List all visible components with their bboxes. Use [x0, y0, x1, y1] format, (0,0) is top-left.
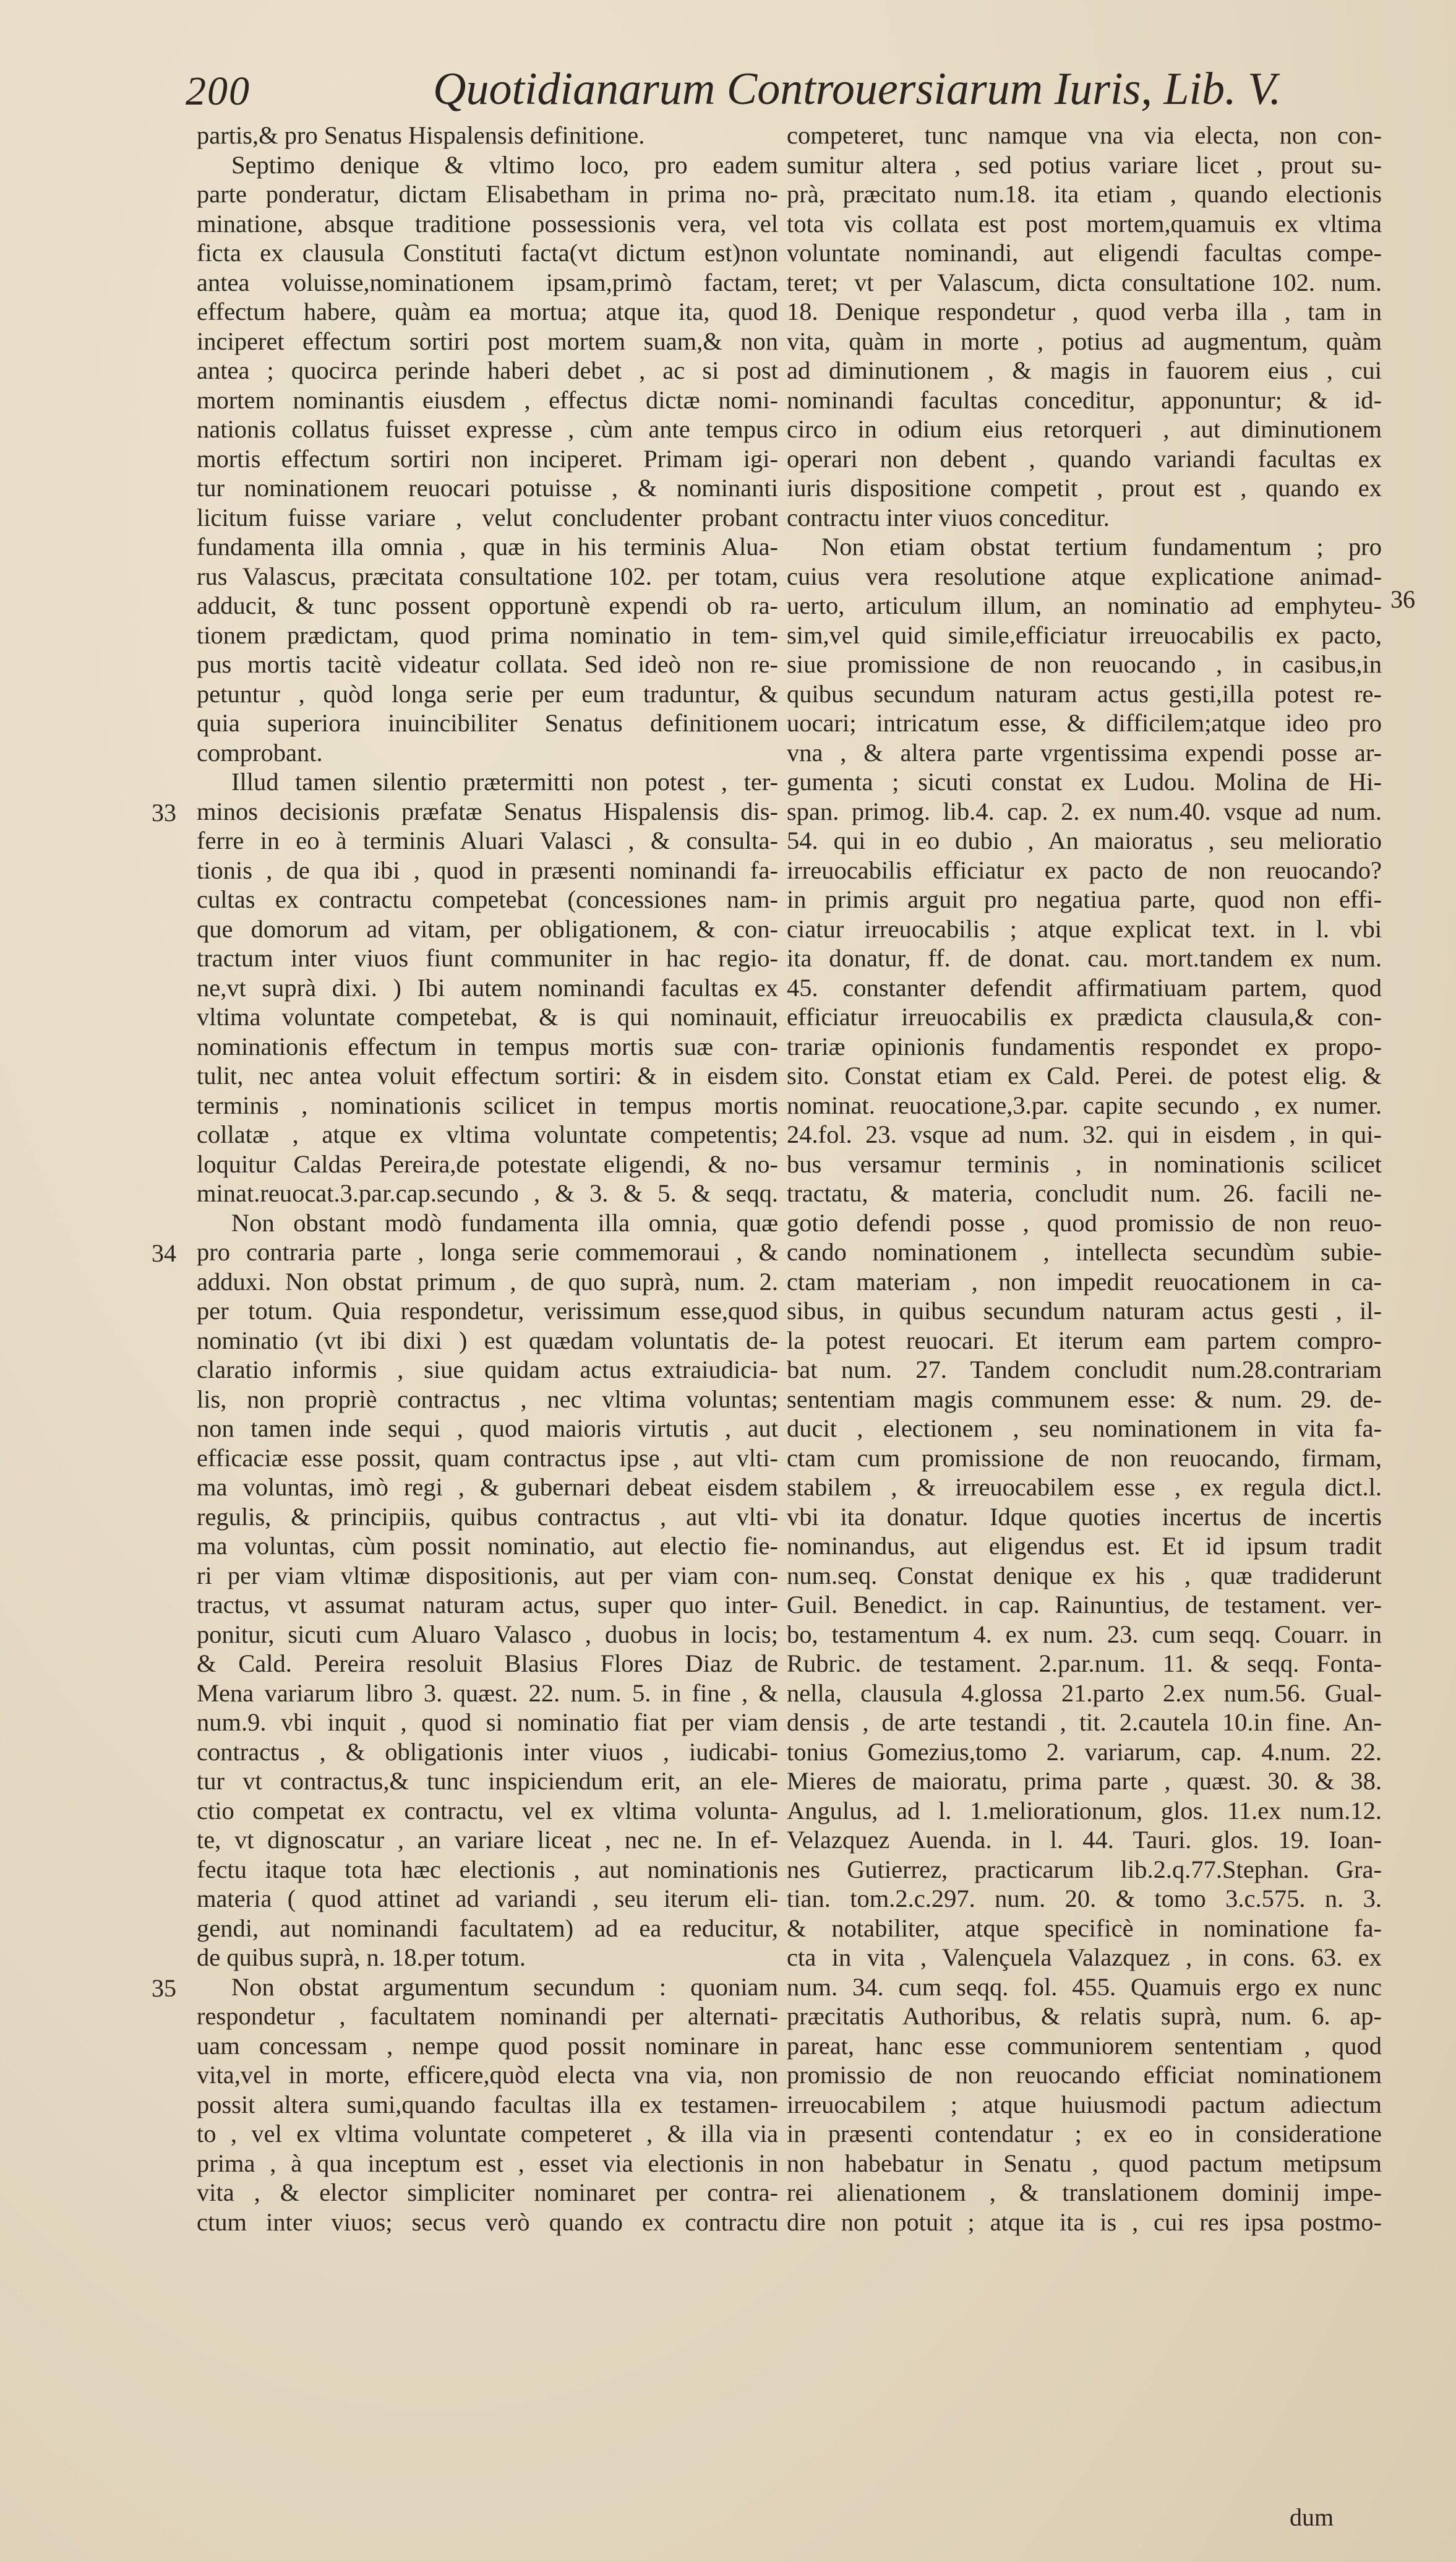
text-line: materia ( quod attinet ad variandi , seu iterum eli-	[197, 1885, 778, 1912]
text-line: tractum inter viuos fiunt communiter in hac regio-	[197, 944, 778, 972]
text-line: effectum habere, quàm ea mortua; atque ita, quod	[197, 298, 778, 325]
text-line: nella, clausula 4.glossa 21.parto 2.ex num.56. Gual-	[787, 1679, 1382, 1707]
text-line: quibus secundum naturam actus gesti,illa potest re-	[787, 679, 1382, 708]
text-line: adduxi. Non obstat primum , de quo suprà, num. 2.	[197, 1267, 778, 1296]
text-line: minos decisionis præfatæ Senatus Hispalensis dis-	[197, 797, 778, 825]
text-line: tionem prædictam, quod prima nominatio in tem-	[197, 621, 778, 649]
text-line: contractus , & obligationis inter viuos , iudicabi-	[197, 1737, 778, 1766]
text-line: dire non potuit ; atque ita is , cui res ipsa postmo-	[787, 2207, 1382, 2236]
text-line: vita, quàm in morte , potius ad augmentum, quàm	[787, 327, 1382, 355]
text-line: gumenta ; sicuti constat ex Ludou. Molina de Hi-	[787, 768, 1382, 796]
text-line: bo, testamentum 4. ex num. 23. cum seqq. Couarr. in	[787, 1620, 1382, 1648]
text-line: Non obstat argumentum secundum : quoniam	[231, 1972, 778, 2001]
text-line: de quibus suprà, n. 18.per totum.	[197, 1943, 526, 1971]
text-line: vita,vel in morte, efficere,quòd electa vna via, non	[197, 2061, 778, 2089]
text-line: Angulus, ad l. 1.meliorationum, glos. 11.ex num.12.	[787, 1796, 1382, 1825]
text-line: antea voluisse,nominationem ipsam,primò factam,	[197, 268, 778, 296]
text-line: nominat. reuocatione,3.par. capite secundo , ex numer.	[787, 1091, 1382, 1119]
text-line: adducit, & tunc possent opportunè expendi ob ra-	[197, 591, 778, 619]
text-line: tur nominationem reuocari potuisse , & nominanti	[197, 474, 778, 502]
text-line: ne,vt suprà dixi. ) Ibi autem nominandi facultas ex	[197, 973, 778, 1002]
text-line: tota vis collata est post mortem,quamuis ex vltima	[787, 209, 1382, 238]
text-line: regulis, & principiis, quibus contractus , aut vlti-	[197, 1502, 778, 1531]
text-line: iuris dispositione competit , prout est , quando ex	[787, 474, 1382, 502]
text-line: ad diminutionem , & magis in fauorem eius , cui	[787, 356, 1382, 384]
text-line: tian. tom.2.c.297. num. 20. & tomo 3.c.575. n. 3.	[787, 1885, 1382, 1912]
text-line: nominandus, aut eligendus est. Et id ipsum tradit	[787, 1532, 1382, 1560]
text-line: collatæ , atque ex vltima voluntate competentis;	[197, 1120, 778, 1148]
text-line: ficta ex clausula Constituti facta(vt dictum est)non	[197, 239, 778, 267]
text-line: tulit, nec antea voluit effectum sortiri: & in eisdem	[197, 1062, 778, 1090]
text-line: nominandi facultas conceditur, apponuntur; & id-	[787, 385, 1382, 414]
text-line: ctam materiam , non impedit reuocationem in ca-	[787, 1267, 1382, 1296]
text-line: petuntur , quòd longa serie per eum traduntur, &	[197, 679, 778, 708]
text-line: comprobant.	[197, 738, 323, 767]
margin-number-36: 36	[1390, 585, 1415, 613]
text-line: non habebatur in Senatu , quod pactum metipsum	[787, 2149, 1382, 2177]
text-line: rei alienationem , & translationem dominij impe-	[787, 2178, 1382, 2206]
text-line: la potest reuocari. Et iterum eam partem compro-	[787, 1326, 1382, 1354]
text-line: terminis , nominationis scilicet in tempus mortis	[197, 1091, 778, 1119]
left-column	[197, 121, 778, 2490]
text-line: possit altera sumi,quando facultas illa ex testamen-	[197, 2090, 778, 2118]
text-line: antea ; quocirca perinde haberi debet , ac si post	[197, 356, 778, 384]
text-line: vltima voluntate competebat, & is qui nominauit,	[197, 1003, 778, 1031]
text-line: ducit , electionem , seu nominationem in vita fa-	[787, 1414, 1382, 1442]
text-line: respondetur , facultatem nominandi per alternati-	[197, 2002, 778, 2030]
text-line: lis, non propriè contractus , nec vltima voluntas;	[197, 1385, 778, 1413]
text-line: ita donatur, ff. de donat. cau. mort.tandem ex num.	[787, 944, 1382, 972]
text-line: uam concessam , nempe quod possit nominare in	[197, 2031, 778, 2060]
text-line: span. primog. lib.4. cap. 2. ex num.40. vsque ad num.	[787, 797, 1382, 825]
text-line: ctum inter viuos; secus verò quando ex contractu	[197, 2207, 778, 2236]
page-header	[186, 64, 1282, 124]
text-line: densis , de arte testandi , tit. 2.cautela 10.in fine. An-	[787, 1708, 1382, 1736]
text-line: claratio informis , siue quidam actus extraiudicia-	[197, 1356, 778, 1383]
text-line: vna , & altera parte vrgentissima expendi posse ar-	[787, 738, 1382, 767]
text-line: Mena variarum libro 3. quæst. 22. num. 5. in fine , &	[197, 1679, 778, 1707]
text-line: in præsenti contendatur ; ex eo in consideratione	[787, 2120, 1382, 2147]
text-line: to , vel ex vltima voluntate competeret , & illa via	[197, 2120, 778, 2147]
text-line: pro contraria parte , longa serie commemoraui , &	[197, 1238, 778, 1266]
text-line: quia superiora inuincibiliter Senatus definitionem	[197, 709, 778, 737]
text-line: competeret, tunc namque vna via electa, non con-	[787, 121, 1382, 149]
text-line: Illud tamen silentio prætermitti non potest , ter-	[231, 768, 778, 796]
text-line: operari non debent , quando variandi facultas ex	[787, 444, 1382, 473]
text-line: trariæ opinionis fundamentis respondet ex propo-	[787, 1032, 1382, 1060]
text-line: efficaciæ esse possit, quam contractus ipse , aut vlti-	[197, 1443, 778, 1472]
text-line: num.9. vbi inquit , quod si nominatio fiat per viam	[197, 1708, 778, 1736]
running-title: Quotidianarum Controuersiarum Iuris, Lib. V.	[433, 64, 1282, 114]
text-line: prima , à qua inceptum est , esset via electionis in	[197, 2149, 778, 2177]
text-line: parte ponderatur, dictam Elisabetham in prima no-	[197, 180, 778, 208]
text-line: cuius vera resolutione atque explicatione animad-	[787, 562, 1382, 590]
text-line: sibus, in quibus secundum naturam actus gesti , il-	[787, 1297, 1382, 1325]
text-line: ctio competat ex contractu, vel ex vltima volunta-	[197, 1796, 778, 1825]
text-line: Mieres de maioratu, prima parte , quæst. 30. & 38.	[787, 1767, 1382, 1795]
text-line: fundamenta illa omnia , quæ in his terminis Alua-	[197, 533, 778, 561]
text-line: ferre in eo à terminis Aluari Valasci , & consulta-	[197, 827, 778, 854]
text-line: efficiatur irreuocabilis ex prædicta clausula,& con-	[787, 1003, 1382, 1031]
text-line: gotio defendi posse , quod promissio de non reuo-	[787, 1208, 1382, 1237]
text-line: & notabiliter, atque specificè in nominatione fa-	[787, 1914, 1382, 1942]
text-line: prà, præcitato num.18. ita etiam , quando electionis	[787, 180, 1382, 208]
text-line: nominationis effectum in tempus mortis suæ con-	[197, 1032, 778, 1060]
text-line: tractatu, & materia, concludit num. 26. facili ne-	[787, 1179, 1382, 1207]
text-line: nes Gutierrez, practicarum lib.2.q.77.Stephan. Gra-	[787, 1855, 1382, 1883]
text-line: non tamen inde sequi , quod maioris virtutis , aut	[197, 1414, 778, 1442]
text-line: nationis collatus fuisset expresse , cùm ante tempus	[197, 415, 778, 443]
text-line: voluntate nominandi, aut eligendi facultas compe-	[787, 239, 1382, 267]
text-line: num.seq. Constat denique ex his , quæ tradiderunt	[787, 1561, 1382, 1589]
text-line: in primis arguit pro negatiua parte, quod non effi-	[787, 885, 1382, 913]
text-line: sumitur altera , sed potius variare licet , prout su-	[787, 150, 1382, 179]
catchword: dum	[1290, 2503, 1334, 2531]
text-line: uerto, articulum illum, an nominatio ad emphyteu-	[787, 591, 1382, 619]
text-line: circo in odium eius retorqueri , aut diminutionem	[787, 415, 1382, 443]
text-line: Rubric. de testament. 2.par.num. 11. & seqq. Fonta-	[787, 1649, 1382, 1677]
text-line: tionis , de qua ibi , quod in præsenti nominandi fa-	[197, 856, 778, 884]
text-line: Non obstant modò fundamenta illa omnia, quæ	[231, 1208, 778, 1237]
margin-number-33: 33	[152, 799, 176, 827]
text-line: cta in vita , Valençuela Valazquez , in cons. 63. ex	[787, 1943, 1382, 1971]
text-line: ciatur irreuocabilis ; atque explicat text. in l. vbi	[787, 914, 1382, 943]
text-line: promissio de non reuocando efficiat nominationem	[787, 2061, 1382, 2089]
text-line: que domorum ad vitam, per obligationem, & con-	[197, 914, 778, 943]
right-column	[787, 121, 1382, 2490]
text-line: partis,& pro Senatus Hispalensis definitione.	[197, 121, 645, 149]
text-line: ma voluntas, imò regi , & gubernari debeat eisdem	[197, 1473, 778, 1501]
text-line: mortem nominantis eiusdem , effectus dictæ nomi-	[197, 385, 778, 414]
text-line: Velazquez Auenda. in l. 44. Tauri. glos. 19. Ioan-	[787, 1826, 1382, 1854]
text-line: fectu itaque tota hæc electionis , aut nominationis	[197, 1855, 778, 1883]
text-line: contractu inter viuos conceditur.	[787, 503, 1110, 531]
text-line: & Cald. Pereira resoluit Blasius Flores Diaz de	[197, 1649, 778, 1677]
text-line: tonius Gomezius,tomo 2. variarum, cap. 4.num. 22.	[787, 1737, 1382, 1766]
text-line: rus Valascus, præcitata consultatione 102. per totam,	[197, 562, 778, 590]
text-line: irreuocabilis efficiatur ex pacto de non reuocando?	[787, 856, 1382, 884]
text-line: mortis effectum sortiri non inciperet. Primam igi-	[197, 444, 778, 473]
text-line: sententiam magis communem esse: & num. 29. de-	[787, 1385, 1382, 1413]
text-line: minat.reuocat.3.par.cap.secundo , & 3. & 5. & seqq.	[197, 1179, 778, 1207]
text-line: bat num. 27. Tandem concludit num.28.contrariam	[787, 1356, 1382, 1383]
text-line: Guil. Benedict. in cap. Rainuntius, de testament. ver-	[787, 1591, 1382, 1618]
text-line: uocari; intricatum esse, & difficilem;atque ideo pro	[787, 709, 1382, 737]
text-line: tractus, vt assumat naturam actus, super quo inter-	[197, 1591, 778, 1618]
text-line: 54. qui in eo dubio , An maioratus , seu melioratio	[787, 827, 1382, 854]
text-line: 24.fol. 23. vsque ad num. 32. qui in eisdem , in qui-	[787, 1120, 1382, 1148]
page-number: 200	[186, 69, 251, 114]
text-line: Non etiam obstat tertium fundamentum ; pro	[821, 533, 1382, 561]
text-line: tur vt contractus,& tunc inspiciendum erit, an ele-	[197, 1767, 778, 1795]
text-line: 18. Denique respondetur , quod verba illa , tam in	[787, 298, 1382, 325]
text-line: præcitatis Authoribus, & relatis suprà, num. 6. ap-	[787, 2002, 1382, 2030]
text-line: num. 34. cum seqq. fol. 455. Quamuis ergo ex nunc	[787, 1972, 1382, 2001]
text-line: ctam cum promissione de non reuocando, firmam,	[787, 1443, 1382, 1472]
text-line: teret; vt per Valascum, dicta consultatione 102. num.	[787, 268, 1382, 296]
margin-number-35: 35	[152, 1974, 176, 2002]
text-line: stabilem , & irreuocabilem esse , ex regula dict.l.	[787, 1473, 1382, 1501]
text-line: ri per viam vltimæ dispositionis, aut per viam con-	[197, 1561, 778, 1589]
text-line: sito. Constat etiam ex Cald. Perei. de potest elig. &	[787, 1062, 1382, 1090]
text-line: 45. constanter defendit affirmatiuam partem, quod	[787, 973, 1382, 1002]
text-line: bus versamur terminis , in nominationis scilicet	[787, 1150, 1382, 1178]
text-line: vita , & elector simpliciter nominaret per contra-	[197, 2178, 778, 2206]
text-line: ponitur, sicuti cum Aluaro Valasco , duobus in locis;	[197, 1620, 778, 1648]
text-line: loquitur Caldas Pereira,de potestate eligendi, & no-	[197, 1150, 778, 1178]
text-line: pareat, hanc esse communiorem sententiam , quod	[787, 2031, 1382, 2060]
text-line: siue promissione de non reuocando , in casibus,in	[787, 650, 1382, 678]
text-line: te, vt dignoscatur , an variare liceat , nec ne. In ef-	[197, 1826, 778, 1854]
text-line: nominatio (vt ibi dixi ) est quædam voluntatis de-	[197, 1326, 778, 1354]
text-line: inciperet effectum sortiri post mortem suam,& non	[197, 327, 778, 355]
text-line: cultas ex contractu competebat (concessiones nam-	[197, 885, 778, 913]
text-line: sim,vel quid simile,efficiatur irreuocabilis ex pacto,	[787, 621, 1382, 649]
text-line: irreuocabilem ; atque huiusmodi pactum adiectum	[787, 2090, 1382, 2118]
margin-number-34: 34	[152, 1239, 176, 1267]
text-line: ma voluntas, cùm possit nominatio, aut electio fie-	[197, 1532, 778, 1560]
text-line: vbi ita donatur. Idque quoties incertus de incertis	[787, 1502, 1382, 1531]
text-line: gendi, aut nominandi facultatem) ad ea reducitur,	[197, 1914, 778, 1942]
text-line: cando nominationem , intellecta secundùm subie-	[787, 1238, 1382, 1266]
text-line: pus mortis tacitè videatur collata. Sed ideò non re-	[197, 650, 778, 678]
text-line: licitum fuisse variare , velut concludenter probant	[197, 503, 778, 531]
text-line: per totum. Quia respondetur, verissimum esse,quod	[197, 1297, 778, 1325]
text-line: minatione, absque traditione possessionis vera, vel	[197, 209, 778, 238]
text-line: Septimo denique & vltimo loco, pro eadem	[231, 150, 778, 179]
